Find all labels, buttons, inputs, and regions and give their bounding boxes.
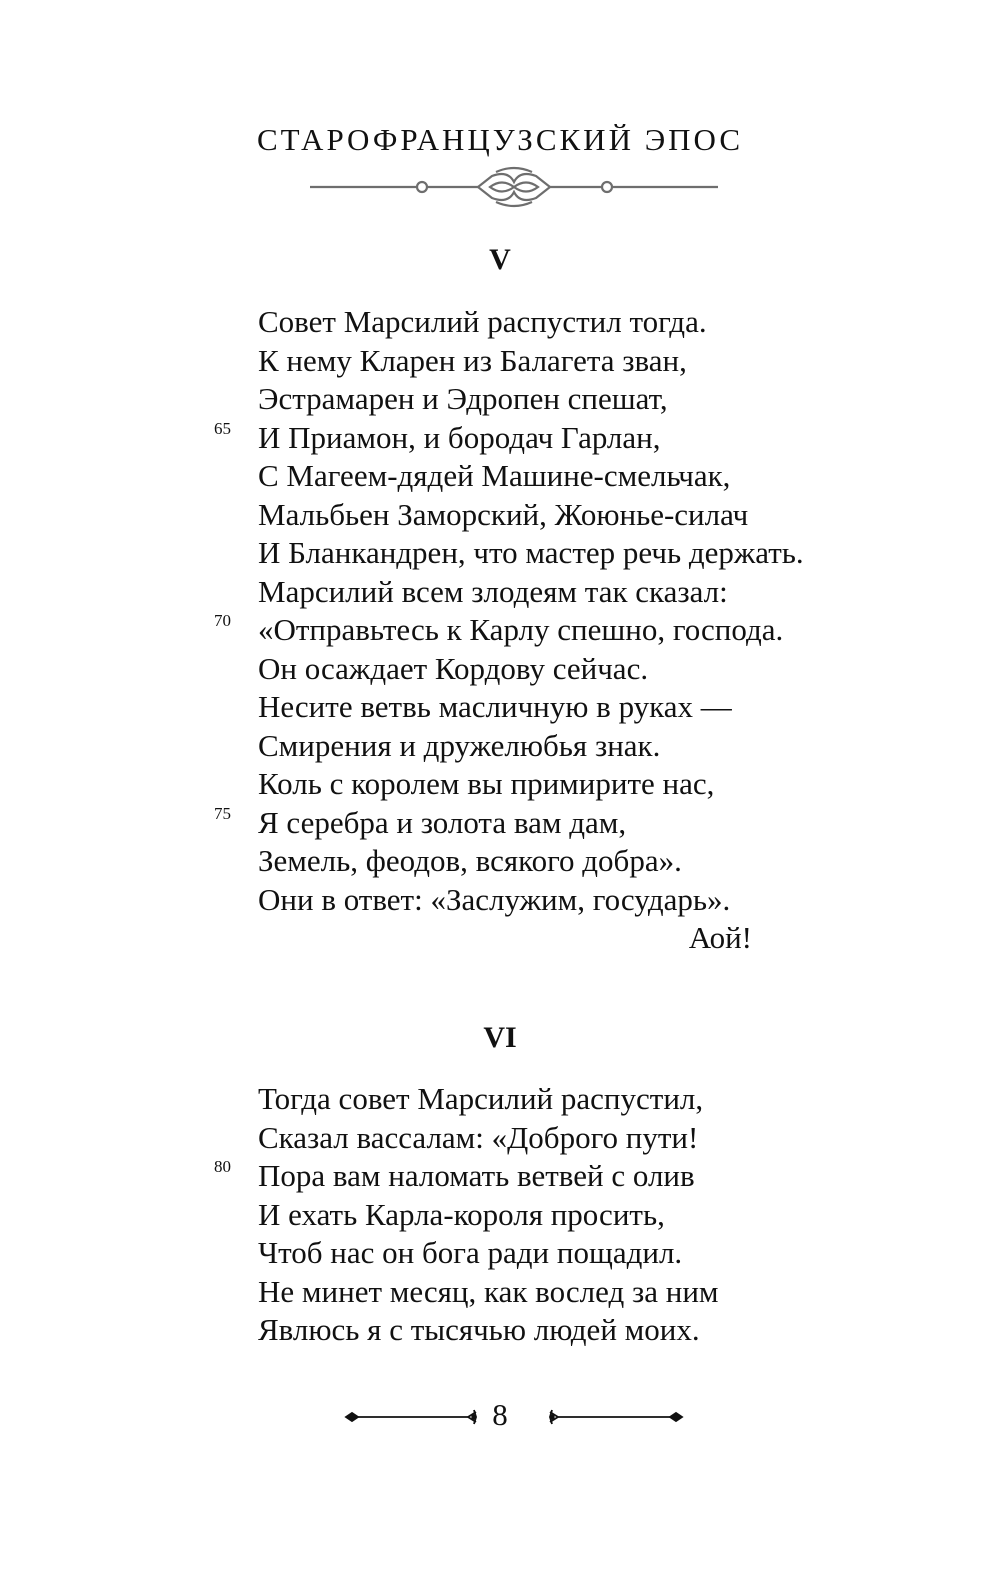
running-header: СТАРОФРАНЦУЗСКИЙ ЭПОС bbox=[256, 122, 743, 157]
verse-line bbox=[258, 727, 858, 766]
verse-text: Я серебра и золота вам дам, bbox=[258, 804, 627, 840]
section-number: VI bbox=[483, 1021, 517, 1054]
verse-line bbox=[258, 573, 858, 612]
verse-line bbox=[258, 1273, 858, 1312]
verse-line bbox=[258, 842, 858, 881]
verse-text: И Приамон, и бородач Гарлан, bbox=[258, 419, 661, 455]
verse-line bbox=[258, 303, 858, 342]
verse-line bbox=[258, 1080, 858, 1119]
verse-line bbox=[214, 803, 858, 843]
verse-text: Сказал вассалам: «Доброго пути! bbox=[258, 1119, 699, 1155]
verse-text: Смирения и дружелюбья знак. bbox=[258, 727, 661, 763]
verse-line bbox=[214, 1157, 858, 1196]
line-number: 80 bbox=[214, 1157, 231, 1176]
verse-text: Совет Марсилий распустил тогда. bbox=[258, 304, 707, 339]
verse-line bbox=[258, 342, 858, 381]
verse-text: Земель, феодов, всякого добра». bbox=[258, 843, 682, 878]
refrain: Аой! bbox=[688, 920, 752, 955]
line-number: 70 bbox=[214, 611, 231, 630]
verse-line bbox=[258, 1311, 858, 1350]
verse-text: Тогда совет Марсилий распустил, bbox=[258, 1081, 704, 1116]
verse-text: «Отправьтесь к Карлу спешно, господа. bbox=[258, 612, 784, 647]
verse-line bbox=[214, 418, 858, 458]
verse-line bbox=[258, 650, 858, 689]
verse-line bbox=[258, 534, 858, 573]
verse-line bbox=[258, 380, 858, 419]
verse-text: Эстрамарен и Эдропен спешат, bbox=[258, 381, 668, 416]
stanza-v bbox=[214, 303, 858, 919]
verse-text: И Бланкандрен, что мастер речь держать. bbox=[258, 535, 804, 570]
verse-text: Он осаждает Кордову сейчас. bbox=[258, 650, 649, 686]
verse-text: И ехать Карла-короля просить, bbox=[258, 1196, 665, 1232]
page-number: 8 bbox=[492, 1397, 508, 1432]
verse-line bbox=[258, 457, 858, 496]
verse-text: Несите ветвь масличную в руках — bbox=[258, 689, 732, 724]
verse-text: С Магеем-дядей Машине-смельчак, bbox=[258, 458, 731, 493]
verse-line bbox=[258, 1234, 858, 1273]
verse-text: Коль с королем вы примирите нас, bbox=[258, 766, 715, 801]
line-number: 75 bbox=[214, 803, 231, 823]
stanza-vi bbox=[214, 1080, 858, 1350]
verse-line bbox=[258, 1119, 858, 1158]
verse-line bbox=[258, 765, 858, 804]
verse-line bbox=[258, 496, 858, 535]
verse-text: Чтоб нас он бога ради пощадил. bbox=[258, 1235, 683, 1270]
section-number: V bbox=[489, 243, 511, 276]
verse-text: К нему Кларен из Балагета зван, bbox=[258, 342, 687, 378]
verse-line bbox=[258, 1196, 858, 1235]
verse-text: Мальбьен Заморский, Жоюнье-силач bbox=[258, 496, 749, 532]
verse-line bbox=[214, 611, 858, 650]
verse-text: Марсилий всем злодеям так сказал: bbox=[258, 573, 728, 609]
verse-text: Пора вам наломать ветвей с олив bbox=[258, 1158, 695, 1193]
verse-line bbox=[258, 881, 858, 920]
verse-text: Они в ответ: «Заслужим, государь». bbox=[258, 881, 731, 917]
line-number: 65 bbox=[214, 418, 231, 438]
verse-text: Не минет месяц, как вослед за ним bbox=[258, 1273, 719, 1309]
verse-line bbox=[258, 688, 858, 727]
verse-text: Явлюсь я с тысячью людей моих. bbox=[258, 1312, 700, 1347]
header-ornament-icon bbox=[308, 166, 720, 208]
